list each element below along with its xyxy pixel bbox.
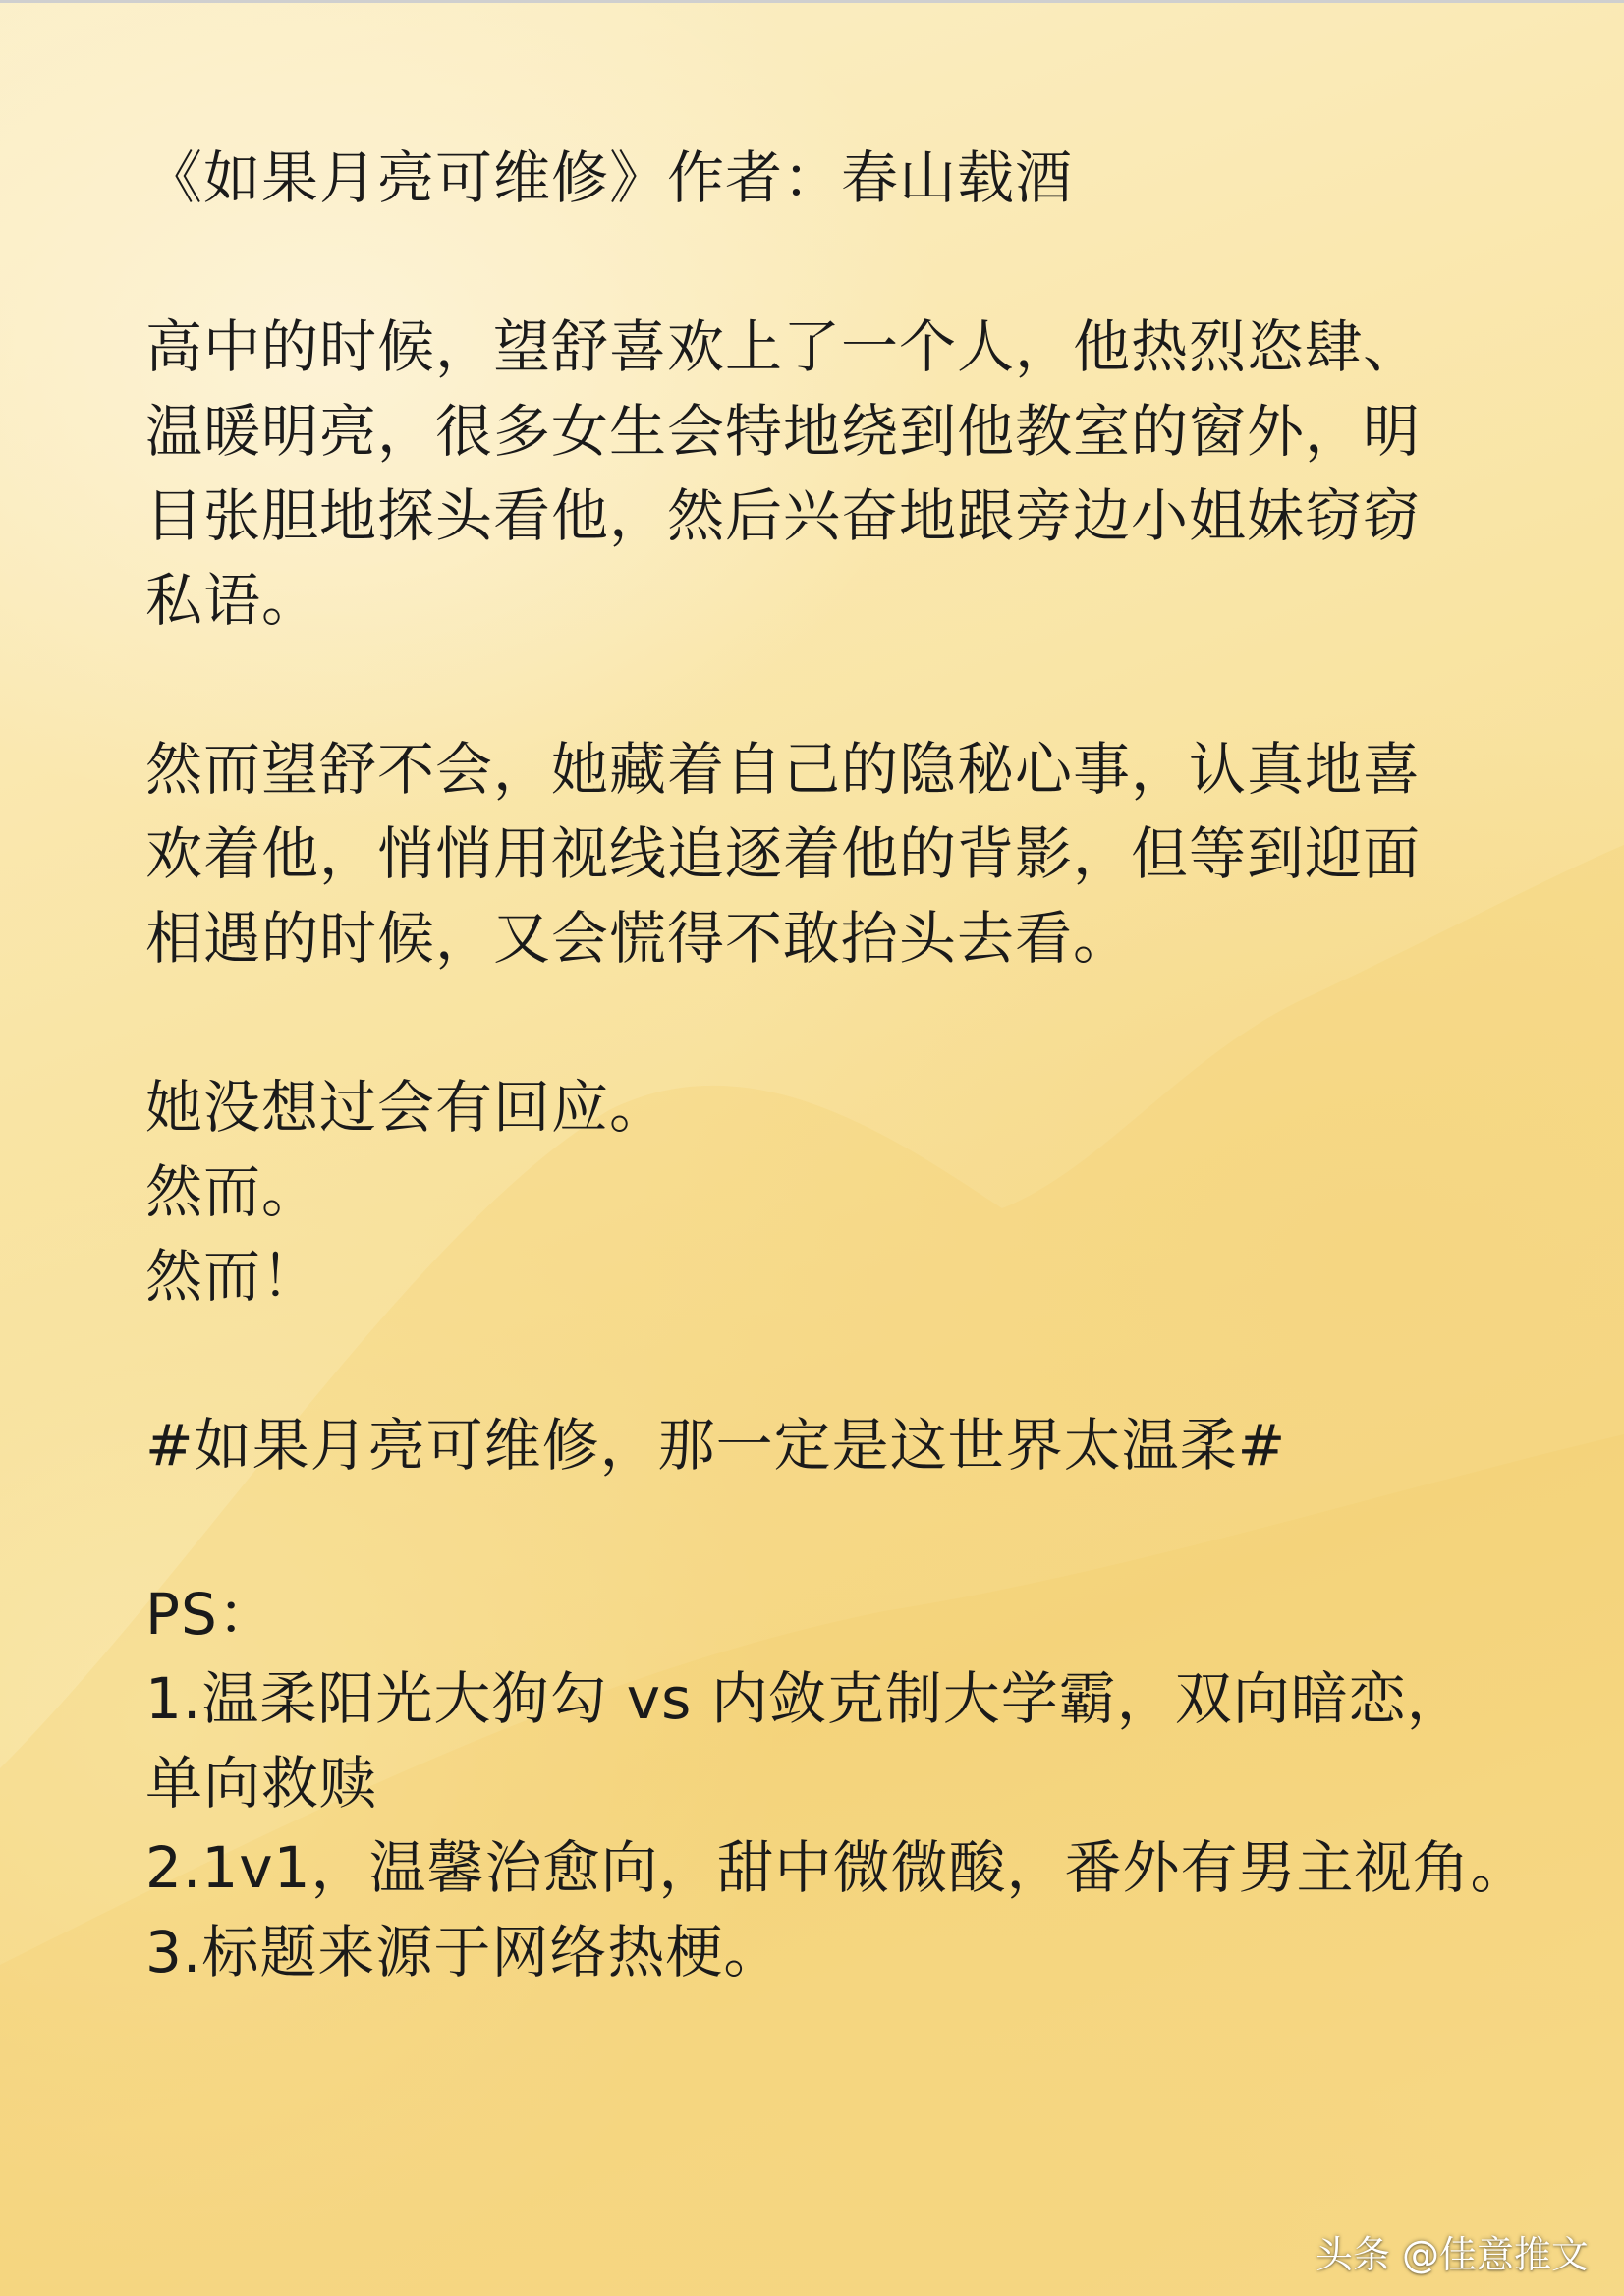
text-line: 私语。 xyxy=(145,567,320,634)
text-line: 她没想过会有回应。 xyxy=(145,1074,668,1141)
paragraph-gap xyxy=(145,980,1501,1065)
paragraph-gap xyxy=(145,1318,1501,1403)
paragraph-1 xyxy=(145,305,1501,643)
post-body xyxy=(145,136,1529,1994)
hashtag-line: #如果月亮可维修，那一定是这世界太温柔# xyxy=(145,1412,1287,1479)
post-title: 《如果月亮可维修》作者：春山载酒 xyxy=(145,144,1074,211)
hashtag-paragraph xyxy=(145,1403,1501,1487)
ps-item: 2.1v1，温馨治愈向，甜中微微酸，番外有男主视角。 xyxy=(145,1834,1529,1901)
paragraph-gap xyxy=(145,220,1501,305)
ps-heading: PS： xyxy=(145,1581,276,1648)
text-line: 然而。 xyxy=(145,1158,320,1225)
text-line: 欢着他，悄悄用视线追逐着他的背影，但等到迎面 xyxy=(145,820,1422,887)
text-line: 相遇的时候，又会慌得不敢抬头去看。 xyxy=(145,905,1132,972)
text-line: 然而望舒不会，她藏着自己的隐秘心事，认真地喜 xyxy=(145,736,1422,803)
paragraph-gap xyxy=(145,1487,1501,1572)
paragraph-2 xyxy=(145,727,1501,980)
ps-item: 1.温柔阳光大狗勾 vs 内敛克制大学霸，双向暗恋， xyxy=(145,1665,1465,1732)
source-watermark: 头条 @佳意推文 xyxy=(1315,2233,1589,2276)
text-line: 然而！ xyxy=(145,1243,320,1310)
post-title-block xyxy=(145,136,1501,220)
paragraph-3 xyxy=(145,1065,1501,1318)
text-line: 目张胆地探头看他，然后兴奋地跟旁边小姐妹窃窃 xyxy=(145,482,1422,549)
ps-item: 单向救赎 xyxy=(145,1750,378,1817)
ps-item: 3.标题来源于网络热梗。 xyxy=(145,1919,782,1986)
paragraph-gap xyxy=(145,643,1501,727)
ps-paragraph xyxy=(145,1572,1529,1994)
text-line: 高中的时候，望舒喜欢上了一个人，他热烈恣肆、 xyxy=(145,313,1422,380)
text-line: 温暖明亮，很多女生会特地绕到他教室的窗外，明 xyxy=(145,398,1422,465)
